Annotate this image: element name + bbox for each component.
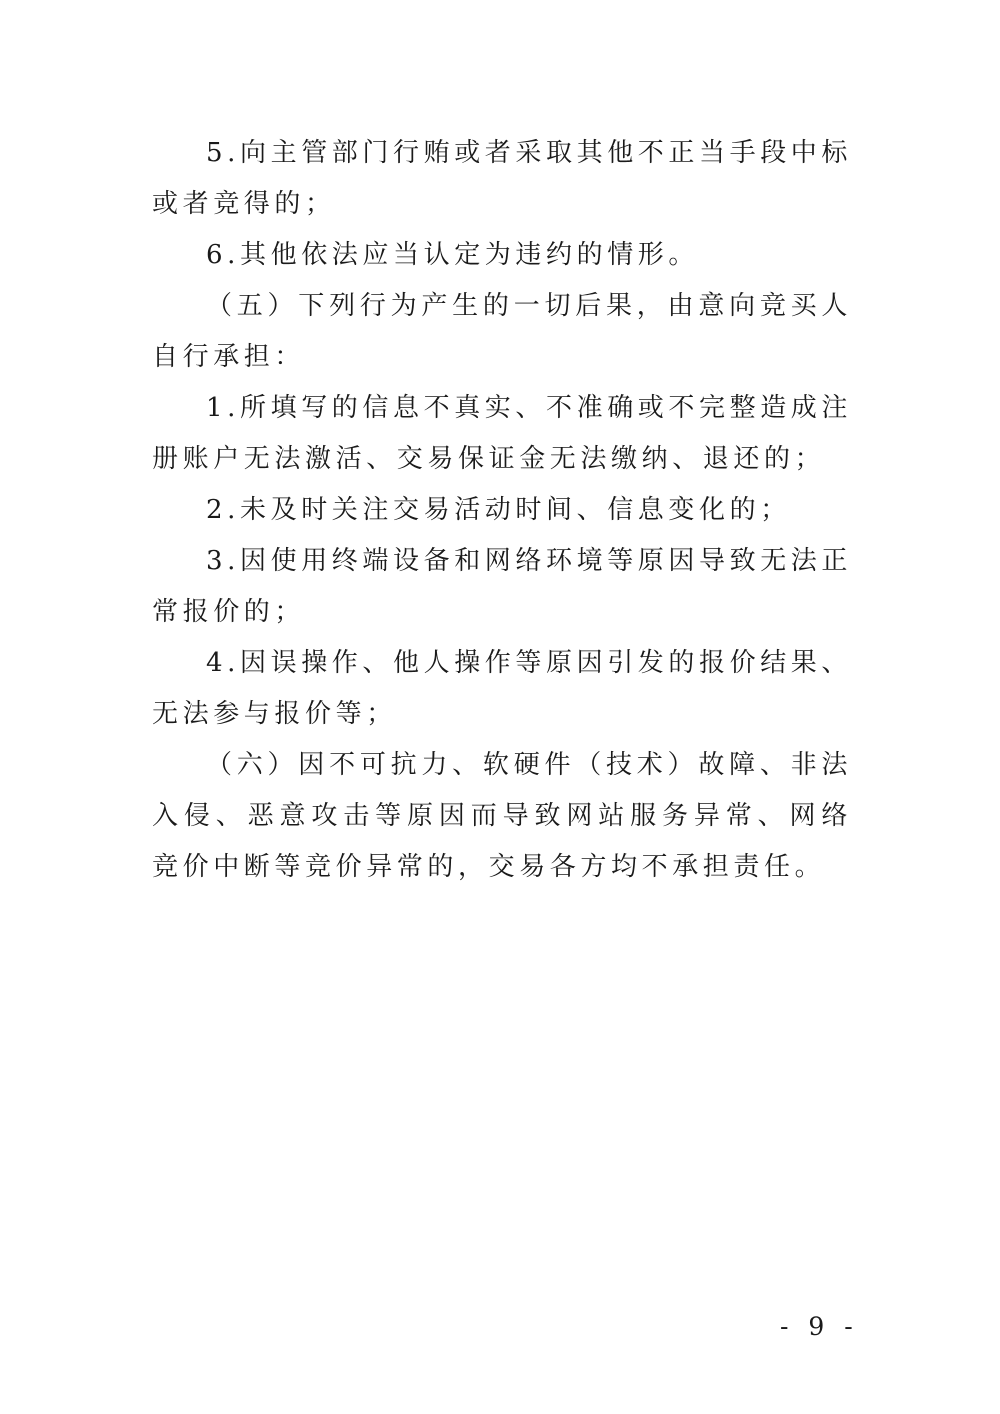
paragraph-item-2: 2.未及时关注交易活动时间、信息变化的； (206, 495, 791, 525)
paragraph-section-6: （六）因不可抗力、软硬件（技术）故障、非法入侵、恶意攻击等原因而导致网站服务异常、网络竞价中断等竞价异常的，交易各方均不承担责任。 (152, 750, 852, 882)
paragraph-item-6: 6.其他依法应当认定为违约的情形。 (206, 240, 700, 270)
paragraph-item-5: 5.向主管部门行贿或者采取其他不正当手段中标或者竞得的； (152, 138, 853, 219)
page-number: - 9 - (780, 1312, 859, 1341)
paragraph-item-1: 1.所填写的信息不真实、不准确或不完整造成注册账户无法激活、交易保证金无法缴纳、退还的； (152, 393, 853, 474)
paragraph-item-4: 4.因误操作、他人操作等原因引发的报价结果、无法参与报价等； (152, 648, 853, 729)
paragraph-section-5: （五）下列行为产生的一切后果，由意向竞买人自行承担： (152, 291, 852, 372)
body-text (152, 128, 852, 893)
paragraph-item-3: 3.因使用终端设备和网络环境等原因导致无法正常报价的； (152, 546, 853, 627)
